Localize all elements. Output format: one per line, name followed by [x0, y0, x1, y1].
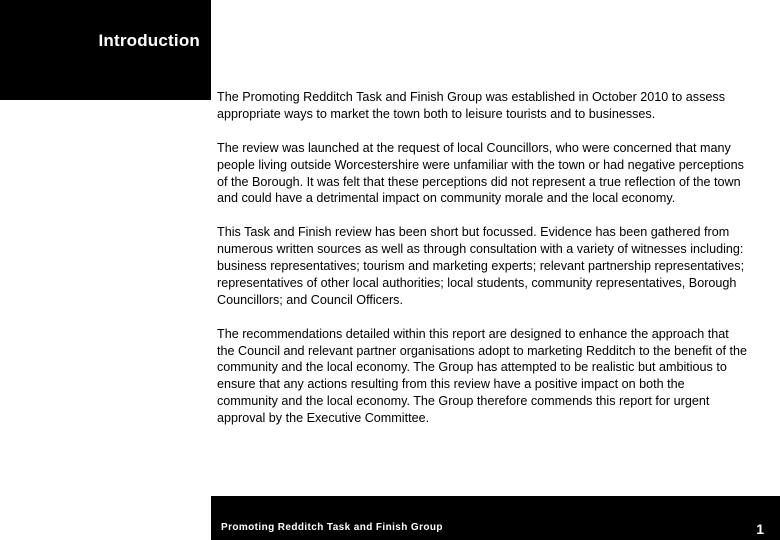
footer-bar: [211, 496, 780, 540]
paragraph: This Task and Finish review has been short but focussed. Evidence has been gathered from numerous written sources as well as through consultation with a variety of witnesses including: business representatives; tourism and marketing experts; relevant partnership representatives; representatives of other local authorities; local students, community representatives, Borough Councillors; and Council Officers.: [217, 225, 745, 307]
footer-title: Promoting Redditch Task and Finish Group: [221, 522, 443, 533]
section-title: Introduction: [98, 31, 200, 50]
paragraph: The Promoting Redditch Task and Finish Group was established in October 2010 to assess appropriate ways to market the town both to leisure tourists and to businesses.: [217, 90, 725, 121]
page-number: 1: [756, 521, 764, 537]
paragraph: The review was launched at the request of local Councillors, who were concerned that many people living outside Worcestershire were unfamiliar with the town or had negative perceptions of the Borough. It was felt that these perceptions did not represent a true reflection of the town and could have a detrimental impact on community morale and the local economy.: [217, 140, 744, 206]
header-block: [0, 0, 211, 100]
body-text: [217, 89, 747, 444]
paragraph: The recommendations detailed within this report are designed to enhance the approach that the Council and relevant partner organisations adopt to marketing Redditch to the benefit of the community and the local economy. The Group has attempted to be realistic but ambitious to ensure that any actions resulting from this review have a positive impact on both the community and the local economy. The Group therefore commends this report for urgent approval by the Executive Committee.: [217, 326, 747, 426]
